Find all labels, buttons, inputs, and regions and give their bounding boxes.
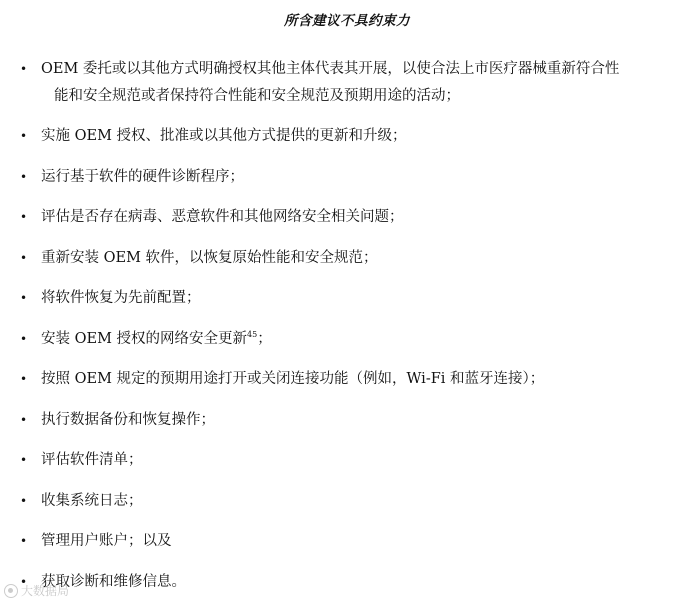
list-item-text: 按照 OEM 规定的预期用途打开或关闭连接功能（例如，Wi-Fi 和蓝牙连接）； (41, 371, 545, 387)
bullet-icon: • (20, 291, 28, 305)
bullet-icon: • (20, 169, 28, 184)
list-item (0, 528, 694, 555)
list-item (0, 164, 694, 191)
list-item-text: 实施 OEM 授权、批准或以其他方式提供的更新和升级； (41, 128, 407, 144)
list-item (0, 569, 694, 596)
list-item-text: 安装 OEM 授权的网络安全更新 (41, 330, 248, 347)
list-item (0, 447, 694, 474)
list-item (0, 56, 694, 110)
watermark (4, 582, 69, 599)
list-item-text: 将软件恢复为先前配置； (41, 290, 201, 306)
list-item-text: 获取诊断和维修信息。 (41, 573, 186, 590)
activity-list (0, 56, 694, 609)
list-item (0, 204, 694, 231)
bullet-icon: • (20, 62, 28, 76)
list-item-text: 管理用户账户；以及 (41, 533, 172, 549)
bullet-icon: • (20, 574, 28, 589)
list-item-text: 评估是否存在病毒、恶意软件和其他网络安全相关问题； (41, 209, 404, 225)
list-item (0, 366, 694, 393)
page-header: 所含建议不具约束力 (284, 13, 410, 29)
footnote-marker[interactable]: 45 (247, 329, 258, 339)
camera-circle-icon (4, 584, 18, 598)
list-item-text-continued: 能和安全规范或者保持符合性能和安全规范及预期用途的活动； (54, 88, 460, 104)
list-item-text: 收集系统日志； (41, 492, 143, 509)
bullet-icon: • (20, 331, 28, 346)
list-item (0, 488, 694, 515)
list-item (0, 123, 694, 150)
list-item-text: 执行数据备份和恢复操作； (41, 411, 215, 428)
list-item-suffix: ； (257, 330, 272, 347)
list-item-text: 评估软件清单； (41, 452, 143, 468)
bullet-icon: • (20, 453, 28, 467)
list-item (0, 245, 694, 272)
bullet-icon: • (20, 372, 28, 386)
list-item-text: 运行基于软件的硬件诊断程序； (41, 168, 244, 185)
list-item-text: 重新安装 OEM 软件，以恢复原始性能和安全规范； (41, 249, 378, 266)
list-item-text: OEM 委托或以其他方式明确授权其他主体代表其开展，以使合法上市医疗器械重新符合性 (41, 61, 620, 77)
bullet-icon: • (20, 534, 28, 548)
watermark-text: 大数据局 (21, 584, 70, 598)
bullet-icon: • (20, 250, 28, 265)
list-item (0, 407, 694, 434)
bullet-icon: • (20, 412, 28, 427)
list-item (0, 285, 694, 312)
list-item (0, 326, 694, 353)
bullet-icon: • (20, 129, 28, 143)
bullet-icon: • (20, 493, 28, 508)
bullet-icon: • (20, 210, 28, 224)
